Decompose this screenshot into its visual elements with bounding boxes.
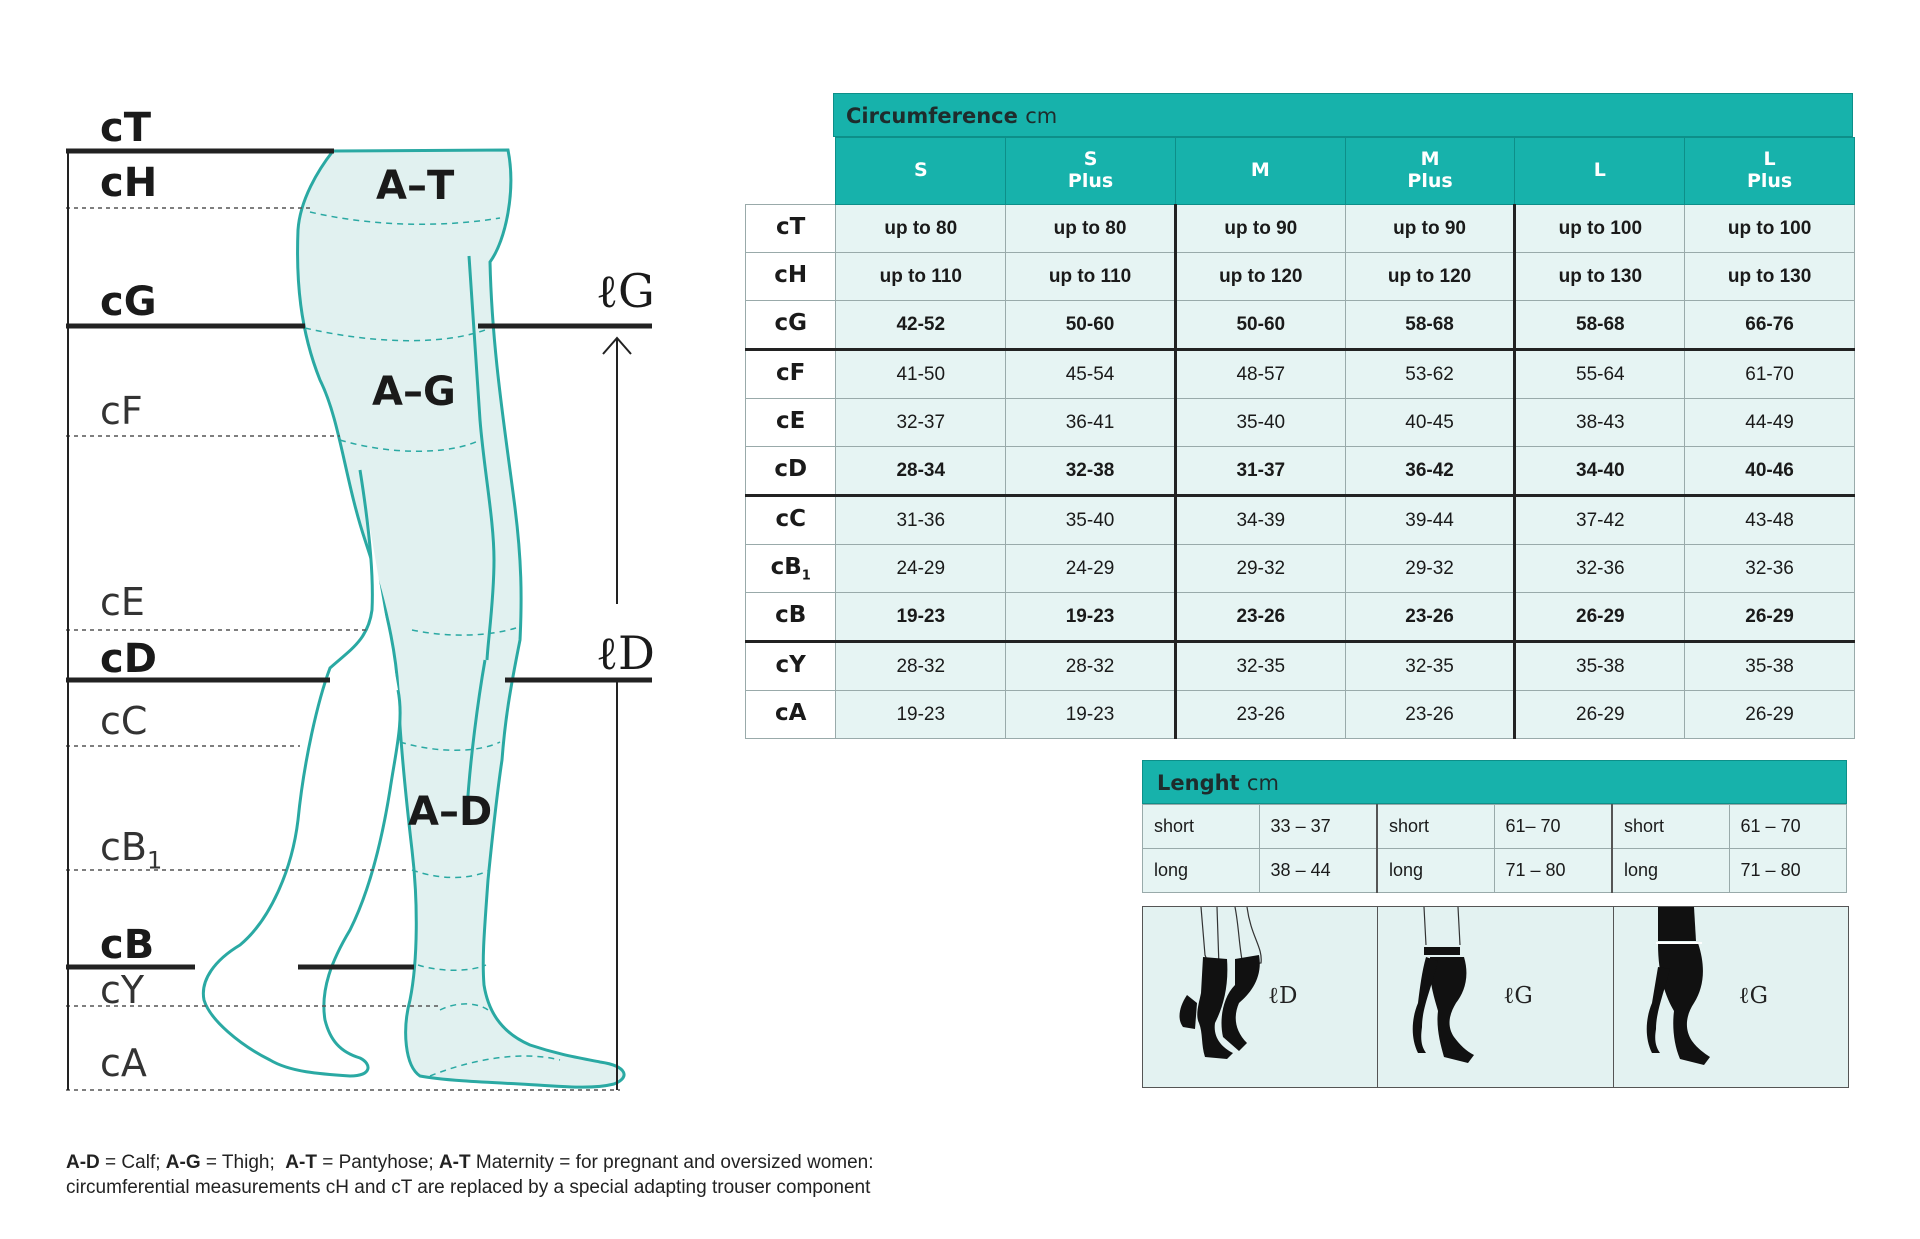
pantyhose-icon <box>1614 907 1848 1087</box>
table-cell: up to 80 <box>1006 205 1176 253</box>
legend-line-1 <box>66 1150 874 1175</box>
level-cy-label: cY <box>100 968 145 1012</box>
level-cg-label: cG <box>100 279 157 325</box>
table-cell: 32-36 <box>1515 545 1685 593</box>
length-lg-label: ℓG <box>596 264 655 318</box>
table-cell: up to 100 <box>1515 205 1685 253</box>
length-table <box>1142 804 1847 893</box>
table-cell: 23-26 <box>1175 691 1345 739</box>
knee-stocking-icon <box>1143 907 1377 1087</box>
table-row <box>746 399 1855 447</box>
size-header <box>1006 138 1176 205</box>
length-type-cell: short <box>1377 805 1494 849</box>
legend-note <box>66 1150 874 1200</box>
row-key <box>746 205 836 253</box>
size-header <box>1685 138 1855 205</box>
table-row <box>746 593 1855 642</box>
zone-at-label: A–T <box>376 163 455 209</box>
table-cell: 35-38 <box>1685 642 1855 691</box>
table-cell: 23-26 <box>1345 691 1515 739</box>
table-cell: 35-40 <box>1175 399 1345 447</box>
table-cell: 34-40 <box>1515 447 1685 496</box>
table-cell: up to 100 <box>1685 205 1855 253</box>
legend-at-code: A-T <box>285 1152 317 1173</box>
length-range-cell: 61– 70 <box>1494 805 1612 849</box>
length-title: Lenght <box>1157 771 1240 795</box>
table-cell: 31-37 <box>1175 447 1345 496</box>
pictogram-thigh <box>1378 907 1613 1087</box>
row-key <box>746 301 836 350</box>
table-cell: up to 90 <box>1345 205 1515 253</box>
level-cb1-label: $cB_1$ <box>100 825 163 875</box>
row-key-text: cT <box>776 213 806 240</box>
size-header <box>1515 138 1685 205</box>
length-range-cell: 71 – 80 <box>1494 849 1612 893</box>
row-key-text: cY <box>775 651 806 678</box>
table-cell: 32-37 <box>836 399 1006 447</box>
size-header <box>836 138 1006 205</box>
row-key-text: cA <box>774 699 807 726</box>
table-row <box>746 253 1855 301</box>
table-cell: 24-29 <box>836 545 1006 593</box>
table-cell: 26-29 <box>1685 691 1855 739</box>
table-cell: 37-42 <box>1515 496 1685 545</box>
size-label: L <box>1763 148 1776 171</box>
table-cell: 26-29 <box>1515 593 1685 642</box>
table-cell: 50-60 <box>1175 301 1345 350</box>
table-row <box>746 350 1855 399</box>
table-cell: up to 110 <box>1006 253 1176 301</box>
thigh-stocking-icon <box>1378 907 1612 1087</box>
table-cell: 28-34 <box>836 447 1006 496</box>
row-key-text: cE <box>776 407 806 434</box>
size-sublabel: Plus <box>1746 170 1793 192</box>
table-cell: 58-68 <box>1345 301 1515 350</box>
size-label: M <box>1420 148 1440 171</box>
table-cell: 28-32 <box>836 642 1006 691</box>
table-cell: 28-32 <box>1006 642 1176 691</box>
level-ch-label: cH <box>100 160 158 206</box>
legend-atm-code: A-T <box>438 1152 471 1173</box>
table-cell: 40-46 <box>1685 447 1855 496</box>
table-cell: 36-42 <box>1345 447 1515 496</box>
table-row <box>746 205 1855 253</box>
table-cell: 26-29 <box>1685 593 1855 642</box>
table-cell: 38-43 <box>1515 399 1685 447</box>
length-type-cell: long <box>1143 849 1260 893</box>
row-key <box>746 253 836 301</box>
table-cell: 34-39 <box>1175 496 1345 545</box>
table-cell: 32-35 <box>1345 642 1515 691</box>
level-ct-label: cT <box>100 105 151 151</box>
row-key <box>746 447 836 496</box>
table-cell: 32-35 <box>1175 642 1345 691</box>
legend-ag-code: A-G <box>165 1152 201 1173</box>
length-row <box>1143 849 1847 893</box>
level-ce-label: cE <box>100 580 145 624</box>
size-label: L <box>1593 159 1606 182</box>
table-cell: 42-52 <box>836 301 1006 350</box>
table-cell: up to 130 <box>1515 253 1685 301</box>
table-cell: 44-49 <box>1685 399 1855 447</box>
back-leg-outline <box>203 470 400 1076</box>
table-cell: 19-23 <box>836 593 1006 642</box>
length-range-cell: 71 – 80 <box>1729 849 1846 893</box>
table-cell: up to 120 <box>1345 253 1515 301</box>
table-cell: 29-32 <box>1345 545 1515 593</box>
table-row <box>746 301 1855 350</box>
row-key-text: cD <box>774 455 808 482</box>
circumference-unit: cm <box>1025 104 1058 128</box>
size-sublabel: Plus <box>1067 170 1114 192</box>
table-row <box>746 691 1855 739</box>
legend-ad-code: A-D <box>66 1152 100 1173</box>
row-key <box>746 545 836 593</box>
legend-ag-text: = Thigh; <box>200 1152 286 1173</box>
length-range-cell: 38 – 44 <box>1259 849 1377 893</box>
table-cell: 19-23 <box>836 691 1006 739</box>
table-cell: 19-23 <box>1006 691 1176 739</box>
pictogram-knee <box>1143 907 1378 1087</box>
stocking-pictograms <box>1142 906 1849 1088</box>
row-key-text: cB <box>770 553 802 580</box>
table-row <box>746 545 1855 593</box>
table-row <box>746 447 1855 496</box>
zone-ad-label: A–D <box>408 789 493 835</box>
table-cell: 36-41 <box>1006 399 1176 447</box>
table-cell: 66-76 <box>1685 301 1855 350</box>
table-cell: 26-29 <box>1515 691 1685 739</box>
row-key-text: cG <box>774 309 807 336</box>
length-type-cell: short <box>1612 805 1729 849</box>
length-row <box>1143 805 1847 849</box>
table-cell: 40-45 <box>1345 399 1515 447</box>
circumference-table <box>745 137 1855 739</box>
row-key <box>746 593 836 642</box>
length-type-cell: long <box>1377 849 1494 893</box>
level-cb-label: cB <box>100 922 155 968</box>
table-corner <box>746 138 836 205</box>
table-cell: 32-36 <box>1685 545 1855 593</box>
table-cell: 55-64 <box>1515 350 1685 399</box>
level-cf-label: cF <box>100 389 143 433</box>
size-label: M <box>1250 159 1270 182</box>
row-key-text: cF <box>776 359 806 386</box>
row-key <box>746 350 836 399</box>
pictogram-pantyhose <box>1614 907 1848 1087</box>
level-cd-label: cD <box>100 636 157 682</box>
table-cell: 35-40 <box>1006 496 1176 545</box>
circumference-header <box>833 93 1853 137</box>
row-key-subscript: 1 <box>801 568 811 584</box>
row-key <box>746 399 836 447</box>
table-cell: 35-38 <box>1515 642 1685 691</box>
table-cell: 39-44 <box>1345 496 1515 545</box>
length-range-cell: 61 – 70 <box>1729 805 1846 849</box>
table-cell: 50-60 <box>1006 301 1176 350</box>
size-sublabel: Plus <box>1407 170 1453 192</box>
length-unit: cm <box>1246 771 1279 795</box>
table-cell: 19-23 <box>1006 593 1176 642</box>
size-label: S <box>913 159 928 182</box>
circumference-title: Circumference <box>846 104 1018 128</box>
legend-ad-text: = Calf; <box>99 1152 166 1173</box>
level-ca-label: cA <box>100 1041 147 1085</box>
table-cell: 58-68 <box>1515 301 1685 350</box>
leg-measurement-diagram <box>0 0 700 1120</box>
table-cell: up to 130 <box>1685 253 1855 301</box>
legend-atm-text: Maternity = for pregnant and oversized women: <box>470 1152 874 1173</box>
table-cell: 24-29 <box>1006 545 1176 593</box>
legend-at-text: = Pantyhose; <box>316 1152 439 1173</box>
size-header <box>1345 138 1515 205</box>
row-key-text: cB <box>775 601 807 628</box>
size-header-row <box>746 138 1855 205</box>
table-cell: 43-48 <box>1685 496 1855 545</box>
row-key <box>746 691 836 739</box>
table-cell: up to 90 <box>1175 205 1345 253</box>
table-cell: up to 120 <box>1175 253 1345 301</box>
table-cell: 32-38 <box>1006 447 1176 496</box>
length-header <box>1142 760 1847 804</box>
table-cell: 29-32 <box>1175 545 1345 593</box>
row-key <box>746 642 836 691</box>
row-key <box>746 496 836 545</box>
size-label: S <box>1083 148 1098 171</box>
table-row <box>746 496 1855 545</box>
zone-ag-label: A–G <box>372 369 456 415</box>
table-cell: 53-62 <box>1345 350 1515 399</box>
leg-outline <box>298 150 625 1087</box>
size-header <box>1175 138 1345 205</box>
table-cell: 48-57 <box>1175 350 1345 399</box>
table-row <box>746 642 1855 691</box>
table-cell: 45-54 <box>1006 350 1176 399</box>
row-key-text: cH <box>774 261 808 288</box>
length-type-cell: long <box>1612 849 1729 893</box>
table-cell: up to 110 <box>836 253 1006 301</box>
pictogram-pantyhose-label: ℓG <box>1738 983 1769 1009</box>
pictogram-thigh-label: ℓG <box>1503 983 1533 1009</box>
level-cc-label: cC <box>100 699 148 743</box>
length-range-cell: 33 – 37 <box>1259 805 1377 849</box>
legend-line-2: circumferential measurements cH and cT are replaced by a special adapting trouser component <box>66 1177 871 1198</box>
table-cell: up to 80 <box>836 205 1006 253</box>
length-type-cell: short <box>1143 805 1260 849</box>
length-ld-label: ℓD <box>596 626 655 680</box>
table-cell: 23-26 <box>1345 593 1515 642</box>
pictogram-knee-label: ℓD <box>1268 983 1298 1009</box>
row-key-text: cC <box>775 505 806 532</box>
table-cell: 41-50 <box>836 350 1006 399</box>
table-cell: 31-36 <box>836 496 1006 545</box>
table-cell: 23-26 <box>1175 593 1345 642</box>
table-cell: 61-70 <box>1685 350 1855 399</box>
